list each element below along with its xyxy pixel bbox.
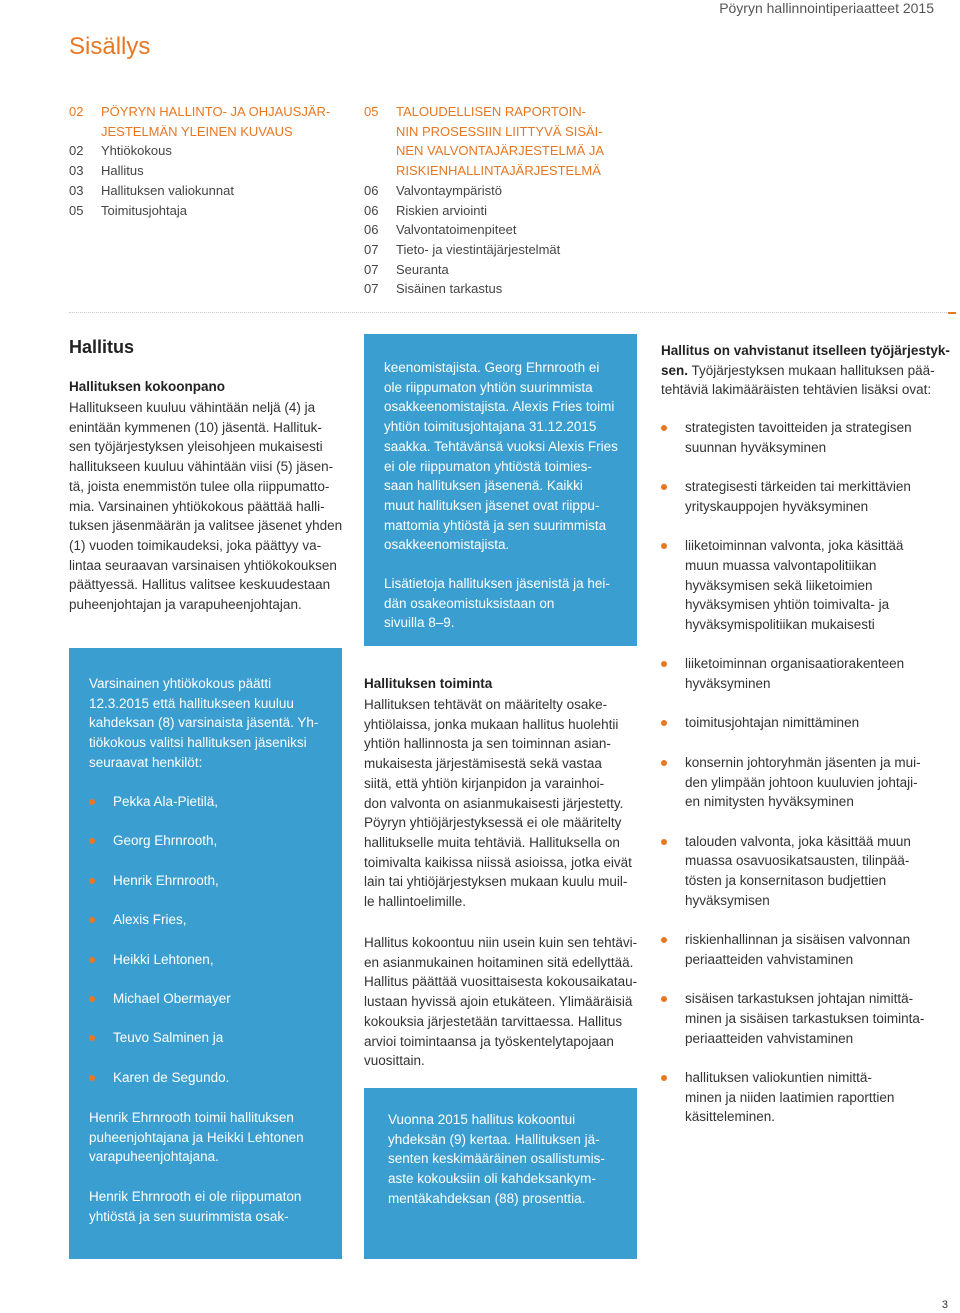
duty-line: tösten ja konsernitason budjettien <box>685 873 887 889</box>
duties-intro-text: Työjärjestyksen mukaan hallituksen pää- <box>688 362 935 378</box>
text-line: puheenjohtajana ja Heikki Lehtonen <box>89 1129 304 1145</box>
page-number: 3 <box>941 1299 948 1311</box>
duty-line: talouden valvonta, joka käsittää muun <box>685 833 911 849</box>
text-line: hallitukselle muita tehtäviä. Hallituksella on <box>364 834 620 850</box>
toc-entry <box>69 201 339 221</box>
toc-entry <box>364 279 634 299</box>
board-member: Alexis Fries, <box>89 910 329 930</box>
toc-column-2 <box>364 102 634 299</box>
toc-label: TALOUDELLISEN RAPORTOIN- <box>396 104 586 119</box>
text-line: Lisätietoja hallituksen jäsenistä ja hei- <box>384 576 610 591</box>
duty-line: liiketoiminnan organisaatiorakenteen <box>685 656 905 672</box>
toc-label: JESTELMÄN YLEINEN KUVAUS <box>101 123 293 139</box>
toc-page-number: 05 <box>69 202 84 218</box>
toc-page-number: 06 <box>364 202 379 218</box>
toc-label: RISKIENHALLINTAJÄRJESTELMÄ <box>396 163 601 179</box>
text-line: Pöyryn yhtiöjärjestyksessä ei ole määritelty <box>364 815 622 831</box>
text-line: kahdeksan (8) varsinaista jäsentä. Yh- <box>89 715 319 731</box>
text-line: sen työjärjestyksen yleisohjeen mukaisesti <box>69 439 323 455</box>
board-member: Karen de Segundo. <box>89 1068 329 1088</box>
text-line: 12.3.2015 että hallitukseen kuuluu <box>89 695 294 711</box>
toc-page-number: 07 <box>364 241 379 257</box>
duty-item <box>661 654 956 693</box>
toc-entry <box>364 220 634 240</box>
duty-line: yrityskauppojen hyväksyminen <box>685 498 869 514</box>
duty-line: minen ja niiden laatimien raporttien <box>685 1089 895 1105</box>
toc-page-number: 05 <box>364 104 379 119</box>
text-line: Hallitus kokoontuu niin usein kuin sen tehtävi- <box>364 935 638 950</box>
toc-label: Riskien arviointi <box>396 202 488 218</box>
toc-entry <box>364 102 634 122</box>
toc-entry <box>364 161 634 181</box>
text-line: aste kokouksiin oli kahdeksankym- <box>388 1171 596 1187</box>
toc-entry <box>69 141 339 161</box>
independence-note <box>89 1187 329 1226</box>
subheading-composition: Hallituksen kokoonpano <box>69 379 226 394</box>
duty-line: muun muassa valvontapolitiikan <box>685 557 877 573</box>
toc-label: NIN PROSESSIIN LIITTYVÄ SISÄI- <box>396 123 603 139</box>
duty-item <box>661 477 956 516</box>
text-line: lain tai yhtiöjärjestyksen mukaan kuulu muil- <box>364 874 628 890</box>
duty-line: sisäisen tarkastuksen johtajan nimittä- <box>685 991 914 1007</box>
toc-entry <box>364 181 634 201</box>
text-line: Henrik Ehrnrooth toimii hallituksen <box>89 1110 294 1125</box>
toc-entry <box>364 141 634 161</box>
text-line: Hallituksen tehtävät on määritelty osake- <box>364 697 608 712</box>
toc-page-number: 06 <box>364 182 379 198</box>
toc-label: Sisäinen tarkastus <box>396 281 503 297</box>
duty-line: strategisesti tärkeiden tai merkittävien <box>685 479 911 495</box>
duties-heading-cont <box>661 361 951 381</box>
duty-line: hallituksen valiokuntien nimittä- <box>685 1070 872 1086</box>
text-line: tä, joista enemmistön tulee olla riippumatto- <box>69 478 330 494</box>
duty-line: muassa osavuosikatsausten, tilinpää- <box>685 853 910 869</box>
text-line: varapuheenjohtajana. <box>89 1149 219 1165</box>
text-line: en asianmukainen hoitaminen sitä edellyttää. <box>364 954 634 970</box>
text-line: hallitukseen kuuluu vähintään viisi (5) jäsen- <box>69 459 334 475</box>
duty-line: periaatteiden vahvistaminen <box>685 951 854 967</box>
text-line: ei ole riippumaton yhtiöstä toimies- <box>384 458 592 474</box>
text-line: Henrik Ehrnrooth ei ole riippumaton <box>89 1189 302 1204</box>
text-line: toimivalta kaikissa niissä asioissa, jotka eivät <box>364 854 632 870</box>
meetings-box <box>364 1088 637 1259</box>
text-line: yhdeksän (9) kertaa. Hallituksen jä- <box>388 1131 600 1147</box>
divider <box>69 312 955 313</box>
duty-line: hyväksymispolitiikan mukaisesti <box>685 617 875 632</box>
text-line: dän osakeomistuksistaan on <box>384 595 555 611</box>
text-line: keenomistajista. Georg Ehrnrooth ei <box>384 360 600 375</box>
duty-line: riskienhallinnan ja sisäisen valvonnan <box>685 932 911 948</box>
duty-line: en nimitysten hyväksyminen <box>685 794 854 810</box>
duty-line: strategisten tavoitteiden ja strategisen <box>685 420 912 435</box>
toc-label: PÖYRYN HALLINTO- JA OHJAUSJÄR- <box>101 104 331 119</box>
text-line: osakkeenomistajista. <box>384 537 510 553</box>
board-member: Michael Obermayer <box>89 989 329 1009</box>
board-members-intro <box>89 674 329 773</box>
toc-label: Hallitus <box>101 163 144 179</box>
duty-line: minen ja sisäisen tarkastuksen toiminta- <box>685 1010 925 1026</box>
duty-line: den ylimpään johtoon kuuluvien johtaji- <box>685 774 918 790</box>
toc-entry <box>364 122 634 142</box>
operations-text <box>364 695 654 912</box>
subheading-operations: Hallituksen toiminta <box>364 676 493 691</box>
toc-entry <box>69 161 339 181</box>
text-line: osakkeenomistajista. Alexis Fries toimi <box>384 399 615 415</box>
document-header-title: Pöyryn hallinnointiperiaatteet 2015 <box>719 0 934 16</box>
toc-page-number: 03 <box>69 163 84 179</box>
text-line: arvioi toimintaansa ja työskentelytapojaan <box>364 1033 614 1049</box>
toc-label: Yhtiökokous <box>101 143 172 159</box>
text-line: lintaa seuraavan varsinaisen yhtiökokouksen <box>69 557 337 573</box>
toc-page-number: 07 <box>364 261 379 277</box>
toc-page-number: 02 <box>69 104 84 119</box>
duty-item <box>661 713 956 733</box>
text-line: don valvonta on asianmukaisesti järjestetty. <box>364 795 624 811</box>
duty-line: hyväksymisen yhtiön toimivalta- ja <box>685 597 890 613</box>
duty-line: hyväksymisen sekä liiketoimien <box>685 577 873 593</box>
text-line: Hallitukseen kuuluu vähintään neljä (4) ja <box>69 400 316 415</box>
text-line: Varsinainen yhtiökokous päätti <box>89 676 272 691</box>
toc-page-number <box>364 122 396 142</box>
board-member: Georg Ehrnrooth, <box>89 831 329 851</box>
board-member: Pekka Ala-Pietilä, <box>89 792 329 812</box>
independence-text <box>384 358 629 555</box>
toc-title: Sisällys <box>69 33 151 60</box>
duty-line: hyväksyminen <box>685 676 771 692</box>
board-members-list <box>89 792 329 1107</box>
duty-item <box>661 832 956 911</box>
duty-item <box>661 536 956 635</box>
board-members-box <box>69 648 342 1259</box>
duty-line: hyväksymisen <box>685 892 770 908</box>
text-line: mattomia yhtiöstä ja sen suurimmista <box>384 517 607 533</box>
toc-label: Hallituksen valiokunnat <box>101 182 234 198</box>
text-line: muut hallituksen jäsenet ovat riippu- <box>384 497 600 513</box>
board-member: Heikki Lehtonen, <box>89 950 329 970</box>
duty-item <box>661 930 956 969</box>
text-line: senten keskimääräinen osallistumis- <box>388 1151 605 1167</box>
toc-page-number <box>364 141 396 161</box>
duty-item <box>661 1068 956 1127</box>
text-line: vuosittain. <box>364 1053 425 1069</box>
text-line: tiökokous valitsi hallituksen jäseniksi <box>89 735 307 751</box>
text-line: mukaisesta järjestämisestä sekä vastaa <box>364 756 602 772</box>
duty-item <box>661 989 956 1048</box>
toc-column-1 <box>69 102 339 220</box>
duties-intro-line: tehtäviä lakimääräisten tehtävien lisäksi ovat: <box>661 382 932 398</box>
duty-line: konsernin johtoryhmän jäsenten ja mui- <box>685 754 921 770</box>
toc-entry <box>364 240 634 260</box>
board-member: Teuvo Salminen ja <box>89 1028 329 1048</box>
meetings-text <box>364 933 654 1071</box>
text-line: lustaan hyvissä ajoin etukäteen. Ylimääräisiä <box>364 994 633 1010</box>
text-line: yhtiön toimitusjohtajana 31.12.2015 <box>384 419 597 435</box>
duties-heading-end: sen. <box>661 362 689 378</box>
text-line: kokouksia järjestetään tarvittaessa. Hallitus <box>364 1013 623 1029</box>
more-info-text <box>384 574 629 633</box>
chair-note <box>89 1108 329 1167</box>
text-line: (1) vuoden toimikaudeksi, joka päättyy va- <box>69 537 322 553</box>
text-line: enintään kymmenen (10) jäsentä. Hallituk- <box>69 419 322 435</box>
toc-entry <box>69 122 339 142</box>
text-line: saan hallituksen jäsenenä. Kaikki <box>384 478 583 494</box>
text-line: sivuilla 8–9. <box>384 615 455 631</box>
text-line: yhtiölaissa, jonka mukaan hallitus huolehtii <box>364 716 619 732</box>
toc-entry <box>364 260 634 280</box>
text-line: siitä, että yhtiön kirjanpidon ja varainhoi- <box>364 775 605 791</box>
independence-box <box>364 334 637 646</box>
text-line: yhtiöstä ja sen suurimmista osak- <box>89 1208 289 1224</box>
section-heading: Hallitus <box>69 337 135 357</box>
text-line: le hallintoelimille. <box>364 894 467 910</box>
toc-page-number: 02 <box>69 143 84 159</box>
text-line: päättyessä. Hallitus valitsee keskuudestaan <box>69 577 331 593</box>
toc-entry <box>69 102 339 122</box>
toc-page-number <box>364 161 396 181</box>
duties-intro <box>661 341 951 400</box>
text-line: yhtiön hallinnosta ja sen toiminnan asian- <box>364 736 611 752</box>
duties-list <box>661 418 956 1147</box>
duty-line: toimitusjohtajan nimittäminen <box>685 715 860 731</box>
text-line: mentäkahdeksan (88) prosenttia. <box>388 1190 586 1206</box>
text-line: saakka. Tehtävänsä vuoksi Alexis Fries <box>384 438 618 454</box>
text-line: puheenjohtajan ja varapuheenjohtajan. <box>69 597 302 613</box>
duty-item <box>661 418 956 457</box>
duty-line: suunnan hyväksyminen <box>685 439 827 455</box>
text-line: seuraavat henkilöt: <box>89 754 203 770</box>
divider-accent <box>948 312 956 314</box>
toc-page-number: 06 <box>364 222 379 238</box>
text-line: mia. Varsinainen yhtiökokous päättää halli- <box>69 498 325 514</box>
toc-entry <box>364 201 634 221</box>
meetings-summary <box>388 1110 633 1209</box>
toc-page-number: 07 <box>364 281 379 297</box>
duty-item <box>661 753 956 812</box>
text-line: Vuonna 2015 hallitus kokoontui <box>388 1112 576 1127</box>
toc-page-number: 03 <box>69 182 84 198</box>
toc-entry <box>69 181 339 201</box>
text-line: tuksen jäsenmäärän ja valitsee jäsenet yhden <box>69 518 343 534</box>
text-line: Hallitus päättää vuosittaisesta kokousaikatau- <box>364 974 638 990</box>
duty-line: käsitteleminen. <box>685 1109 776 1125</box>
toc-label: NEN VALVONTAJÄRJESTELMÄ JA <box>396 143 605 159</box>
toc-label: Seuranta <box>396 261 449 277</box>
toc-label: Tieto- ja viestintäjärjestelmät <box>396 241 561 257</box>
composition-text <box>69 398 359 615</box>
duties-heading: Hallitus on vahvistanut itselleen työjärjestyk- <box>661 343 950 358</box>
toc-label: Valvontatoimenpiteet <box>396 222 517 238</box>
duty-line: periaatteiden vahvistaminen <box>685 1030 854 1046</box>
toc-label: Valvontaympäristö <box>396 182 502 198</box>
toc-page-number <box>69 122 101 142</box>
board-member: Henrik Ehrnrooth, <box>89 871 329 891</box>
toc-label: Toimitusjohtaja <box>101 202 187 218</box>
duty-line: liiketoiminnan valvonta, joka käsittää <box>685 538 904 554</box>
text-line: ole riippumaton yhtiön suurimmista <box>384 379 593 395</box>
